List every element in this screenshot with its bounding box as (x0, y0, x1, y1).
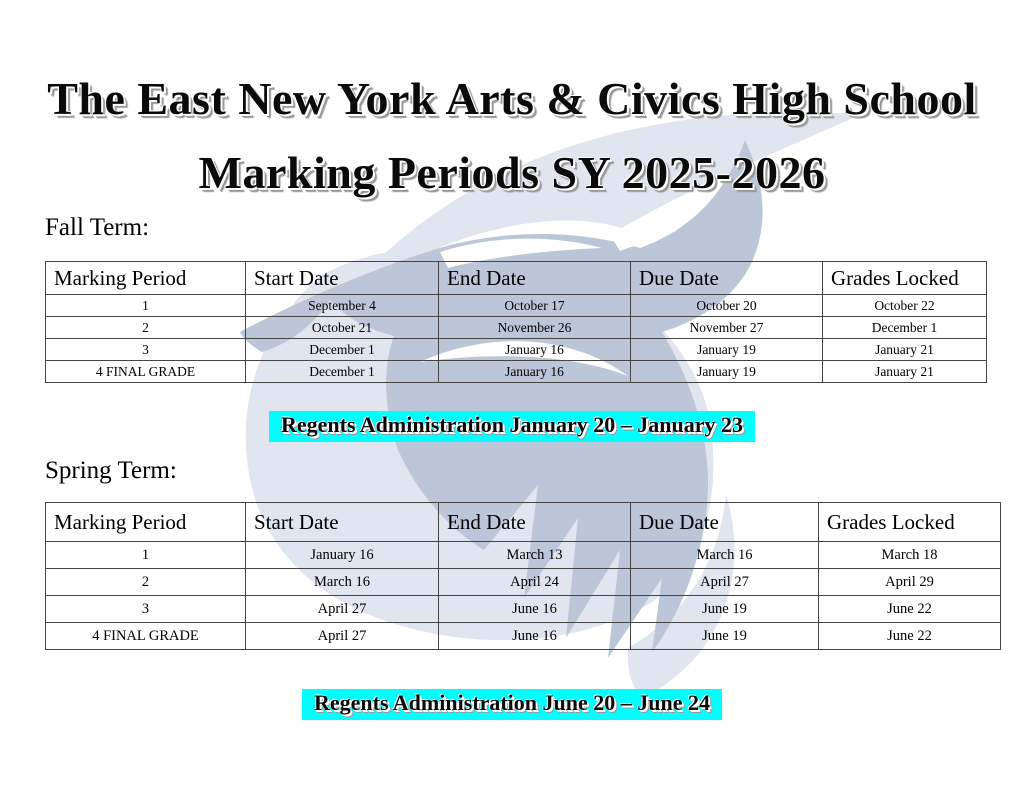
spring-term-table (45, 502, 1001, 650)
column-header: Due Date (631, 503, 819, 542)
column-header: Grades Locked (819, 503, 1001, 542)
table-cell: April 27 (246, 623, 439, 650)
table-row (46, 317, 987, 339)
table-cell: October 17 (439, 295, 631, 317)
table-cell: June 19 (631, 596, 819, 623)
column-header: Marking Period (46, 503, 246, 542)
header-row (46, 503, 1001, 542)
table-cell: November 26 (439, 317, 631, 339)
header-row (46, 262, 987, 295)
column-header: Start Date (246, 262, 439, 295)
table-cell: October 20 (631, 295, 823, 317)
table-cell: October 22 (823, 295, 987, 317)
table-cell: September 4 (246, 295, 439, 317)
table-cell: 4 FINAL GRADE (46, 361, 246, 383)
column-header: Marking Period (46, 262, 246, 295)
column-header: Grades Locked (823, 262, 987, 295)
column-header: Due Date (631, 262, 823, 295)
title-line-1: The East New York Arts & Civics High School (47, 73, 977, 124)
fall-term-heading: Fall Term: (45, 214, 150, 241)
document-title (0, 62, 1024, 210)
table-cell: June 19 (631, 623, 819, 650)
table-row (46, 569, 1001, 596)
table-cell: March 16 (631, 542, 819, 569)
table-cell: 2 (46, 317, 246, 339)
table-cell: March 18 (819, 542, 1001, 569)
table-cell: January 21 (823, 339, 987, 361)
table-cell: October 21 (246, 317, 439, 339)
title-line-2: Marking Periods SY 2025-2026 (198, 147, 826, 198)
table-cell: November 27 (631, 317, 823, 339)
table-cell: January 16 (439, 339, 631, 361)
table-cell: June 16 (439, 623, 631, 650)
column-header: Start Date (246, 503, 439, 542)
table-cell: January 19 (631, 339, 823, 361)
fall-regents-note (0, 411, 1024, 442)
table-cell: March 16 (246, 569, 439, 596)
table-cell: December 1 (246, 339, 439, 361)
table-cell: June 16 (439, 596, 631, 623)
spring-regents-highlight: Regents Administration June 20 – June 24 (302, 689, 722, 720)
spring-regents-note (0, 689, 1024, 720)
table-row (46, 361, 987, 383)
table-cell: April 27 (246, 596, 439, 623)
column-header: End Date (439, 262, 631, 295)
table-cell: June 22 (819, 623, 1001, 650)
table-cell: January 19 (631, 361, 823, 383)
fall-term-table (45, 261, 987, 383)
table-cell: April 27 (631, 569, 819, 596)
table-cell: March 13 (439, 542, 631, 569)
table-cell: April 29 (819, 569, 1001, 596)
table-cell: January 16 (246, 542, 439, 569)
table-cell: 2 (46, 569, 246, 596)
column-header: End Date (439, 503, 631, 542)
table-cell: 1 (46, 295, 246, 317)
table-cell: April 24 (439, 569, 631, 596)
table-cell: January 21 (823, 361, 987, 383)
table-cell: 3 (46, 339, 246, 361)
table-cell: December 1 (823, 317, 987, 339)
spring-term-heading: Spring Term: (45, 457, 177, 484)
table-row (46, 339, 987, 361)
table-cell: 4 FINAL GRADE (46, 623, 246, 650)
fall-regents-highlight: Regents Administration January 20 – January 23 (269, 411, 755, 442)
table-cell: January 16 (439, 361, 631, 383)
table-cell: 1 (46, 542, 246, 569)
table-row (46, 596, 1001, 623)
table-cell: 3 (46, 596, 246, 623)
table-cell: June 22 (819, 596, 1001, 623)
table-row (46, 295, 987, 317)
table-cell: December 1 (246, 361, 439, 383)
table-row (46, 542, 1001, 569)
table-row (46, 623, 1001, 650)
